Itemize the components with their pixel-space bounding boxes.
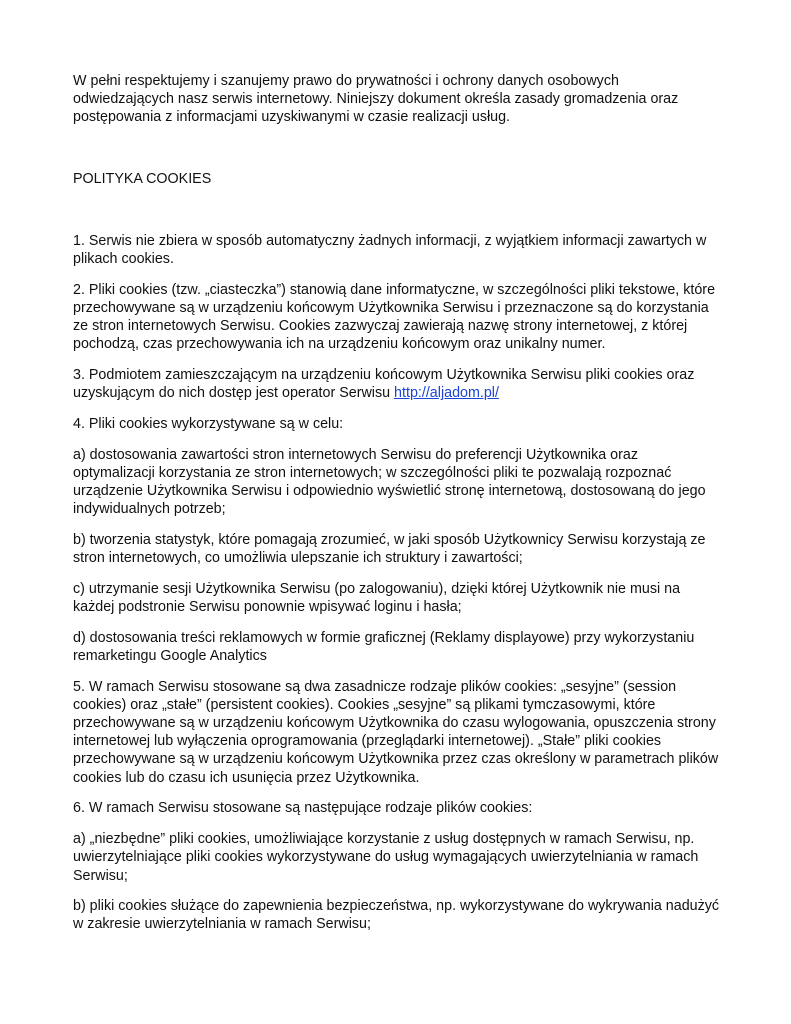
paragraph-1: 1. Serwis nie zbiera w sposób automatyczny żadnych informacji, z wyjątkiem informacji zawartych w plikach cookies.	[73, 232, 707, 268]
paragraph-4d: d) dostosowania treści reklamowych w formie graficznej (Reklamy displayowe) przy wykorzystaniu remarketingu Google Analytics	[73, 629, 695, 664]
paragraph-6b: b) pliki cookies służące do zapewnienia bezpieczeństwa, np. wykorzystywane do wykrywania nadużyć w zakresie uwierzytelniania w ramach Serwisu;	[73, 898, 720, 933]
paragraph-6a: a) „niezbędne” pliki cookies, umożliwiające korzystanie z usług dostępnych w ramach Serwisu, np. uwierzytelniające pliki cookies wykorzystywane do usług wymagających uwierzytelniania w ramach Serwisu;	[73, 831, 699, 884]
paragraph-3	[73, 366, 723, 402]
paragraph-5: 5. W ramach Serwisu stosowane są dwa zasadnicze rodzaje plików cookies: „sesyjne” (session cookies) oraz „stałe” (persistent cookies). Cookies „sesyjne” są plikami tymczasowymi, które przechowywane są w urządzeniu końcowym Użytkownika do czasu wylogowania, opuszczenia strony internetowej lub wyłączenia oprogramowania (przeglądarki internetowej). „Stałe” pliki cookies przechowywane są w urządzeniu końcowym Użytkownika przez czas określony w parametrach plików cookies lub do czasu ich usunięcia przez Użytkownika.	[73, 678, 719, 786]
paragraph-4a: a) dostosowania zawartości stron internetowych Serwisu do preferencji Użytkownika oraz optymalizacji korzystania ze stron internetowych; w szczególności pliki te pozwalają rozpoznać urządzenie Użytkownika Serwisu i odpowiednio wyświetlić stronę internetową, dostosowaną do jego indywidualnych potrzeb;	[73, 446, 706, 518]
paragraph-4: 4. Pliki cookies wykorzystywane są w celu:	[73, 415, 344, 432]
document-page	[73, 72, 723, 946]
paragraph-4b: b) tworzenia statystyk, które pomagają zrozumieć, w jaki sposób Użytkownicy Serwisu korzystają ze stron internetowych, co umożliwia ulepszanie ich struktury i zawartości;	[73, 531, 706, 567]
paragraph-4c: c) utrzymanie sesji Użytkownika Serwisu (po zalogowaniu), dzięki której Użytkownik nie musi na każdej podstronie Serwisu ponownie wpisywać loginu i hasła;	[73, 580, 681, 616]
section-heading: POLITYKA COOKIES	[73, 170, 212, 187]
paragraph-6: 6. W ramach Serwisu stosowane są następujące rodzaje plików cookies:	[73, 800, 533, 817]
paragraph-3-text: 3. Podmiotem zamieszczającym na urządzeniu końcowym Użytkownika Serwisu pliki cookies oraz uzyskującym do nich dostęp jest operator Serwisu	[73, 367, 695, 402]
operator-link[interactable]: http://aljadom.pl/	[394, 385, 499, 402]
intro-paragraph: W pełni respektujemy i szanujemy prawo do prywatności i ochrony danych osobowych odwiedzających nasz serwis internetowy. Niniejszy dokument określa zasady gromadzenia oraz postępowania z informacjami uzyskiwanymi w czasie realizacji usług.	[73, 73, 679, 126]
paragraph-2: 2. Pliki cookies (tzw. „ciasteczka”) stanowią dane informatyczne, w szczególności pliki tekstowe, które przechowywane są w urządzeniu końcowym Użytkownika Serwisu i przeznaczone są do korzystania ze stron internetowych Serwisu. Cookies zazwyczaj zawierają nazwę strony internetowej, z której pochodzą, czas przechowywania ich na urządzeniu końcowym oraz unikalny numer.	[73, 281, 716, 353]
